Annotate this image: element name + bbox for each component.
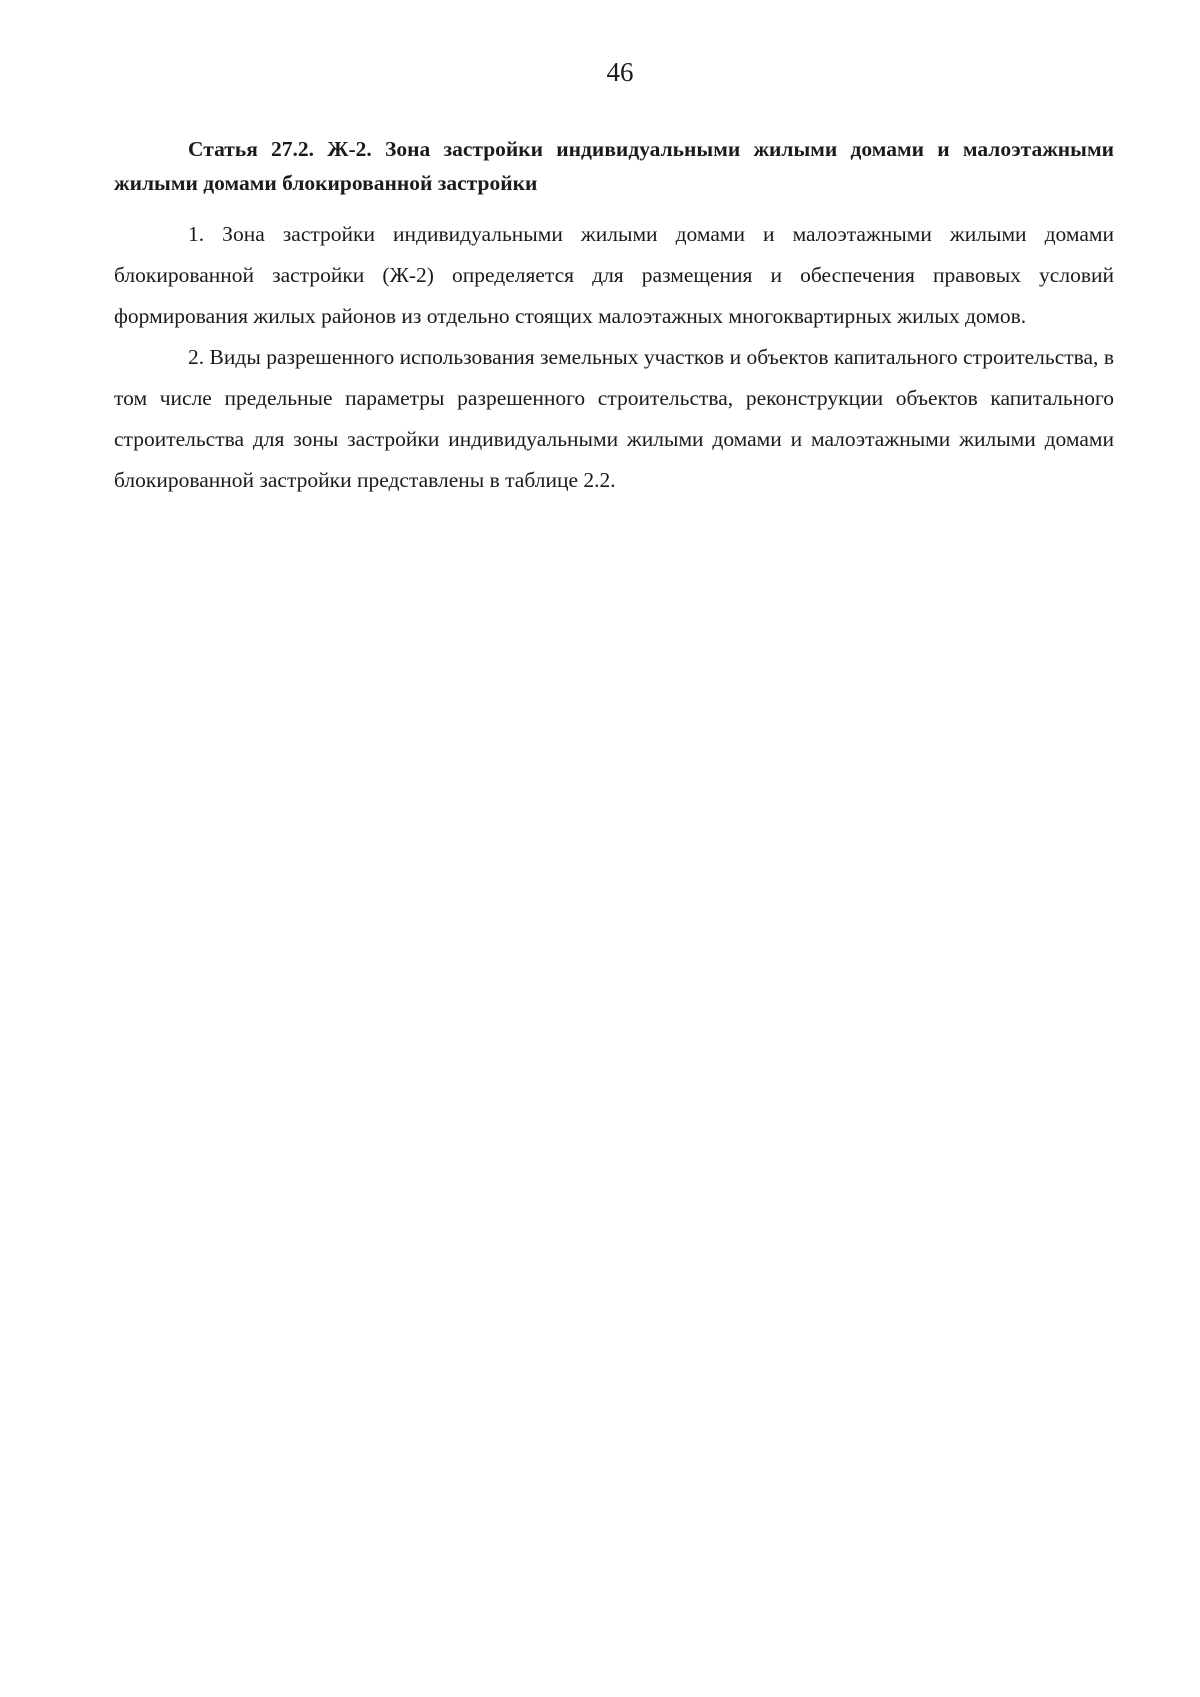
article-heading: Статья 27.2. Ж-2. Зона застройки индивидуальными жилыми домами и малоэтажными жилыми домами блокированной застройки bbox=[114, 137, 1114, 195]
paragraph-1: 1. Зона застройки индивидуальными жилыми домами и малоэтажными жилыми домами блокированной застройки (Ж-2) определяется для размещения и обеспечения правовых условий формирования жилых районов из отдельно стоящих малоэтажных многоквартирных жилых домов. bbox=[114, 222, 1114, 328]
document-body bbox=[114, 132, 1114, 501]
page-number: 46 bbox=[606, 57, 634, 87]
paragraph-2: 2. Виды разрешенного использования земельных участков и объектов капитального строительства, в том числе предельные параметры разрешенного строительства, реконструкции объектов капитального строительства для зоны застройки индивидуальными жилыми домами и малоэтажными жилыми домами блокированной застройки представлены в таблице 2.2. bbox=[114, 345, 1114, 492]
